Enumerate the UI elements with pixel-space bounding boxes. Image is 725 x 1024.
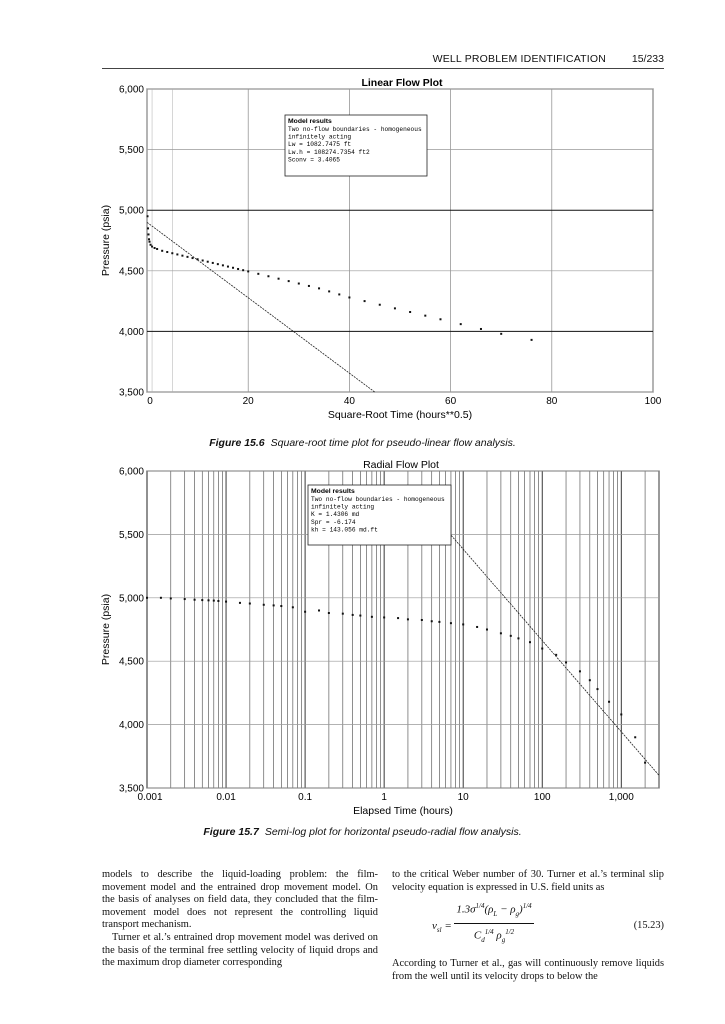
- data-point: [409, 311, 411, 313]
- data-point: [608, 701, 610, 703]
- data-point: [480, 328, 482, 330]
- data-point: [161, 250, 163, 252]
- model-results-line: Lw = 1082.7475 ft: [288, 141, 352, 149]
- equation-15-23: [392, 898, 664, 956]
- y-tick-label: 5,500: [118, 529, 144, 541]
- y-tick-label: 4,000: [118, 720, 144, 732]
- data-point: [280, 605, 282, 607]
- data-point: [147, 215, 149, 217]
- data-point: [217, 600, 219, 602]
- data-point: [207, 261, 209, 263]
- y-tick-label: 5,500: [118, 145, 144, 157]
- x-axis-label: Elapsed Time (hours): [353, 805, 453, 817]
- data-point: [148, 238, 150, 240]
- data-point: [450, 622, 452, 624]
- y-tick-label: 3,500: [118, 387, 144, 399]
- x-tick-label: 20: [242, 396, 254, 407]
- model-results-line: infinitely acting: [288, 133, 352, 141]
- equation-numerator: $1.3\sigma^{1/4}(\rho_L - \rho_g)^{1/4}$: [454, 900, 534, 923]
- data-point: [634, 736, 636, 738]
- equation-fraction: [454, 900, 534, 946]
- data-point: [589, 679, 591, 681]
- body-paragraph: models to describe the liquid-loading problem: the film-movement model and the entrained drop movement model. On the basis of analyses on field data, they concluded that the film-movement model does not represent the controlling liquid transport mechanism.: [102, 869, 378, 931]
- figure-15-6-label: Figure 15.6: [209, 437, 265, 449]
- data-point: [232, 267, 234, 269]
- data-point: [225, 601, 227, 603]
- data-point: [421, 619, 423, 621]
- data-point: [364, 300, 366, 302]
- model-results-line: Two no-flow boundaries - homogeneous: [288, 126, 422, 133]
- data-point: [438, 621, 440, 623]
- data-point: [338, 293, 340, 295]
- data-point: [383, 616, 385, 618]
- data-point: [359, 615, 361, 617]
- figure-15-7-label: Figure 15.7: [203, 826, 259, 838]
- data-point: [176, 253, 178, 255]
- data-point: [278, 278, 280, 280]
- data-point: [197, 258, 199, 260]
- data-point: [541, 648, 543, 650]
- y-tick-label: 4,500: [118, 656, 144, 668]
- data-point: [565, 661, 567, 663]
- data-point: [257, 273, 259, 275]
- y-tick-label: 5,000: [118, 205, 144, 217]
- model-results-heading: Model results: [288, 118, 332, 125]
- data-point: [644, 762, 646, 764]
- body-column-right: [392, 869, 664, 983]
- figure-15-7-text: Semi-log plot for horizontal pseudo-radial flow analysis.: [264, 826, 522, 838]
- data-point: [242, 269, 244, 271]
- data-point: [147, 227, 149, 229]
- data-point: [328, 612, 330, 614]
- data-point: [500, 333, 502, 335]
- data-point: [486, 629, 488, 631]
- figure-15-6-text: Square-root time plot for pseudo-linear flow analysis.: [270, 437, 516, 449]
- chart-title: Linear Flow Plot: [361, 77, 443, 89]
- data-point: [150, 244, 152, 246]
- y-tick-label: 4,500: [118, 266, 144, 278]
- data-point: [439, 318, 441, 320]
- data-point: [298, 283, 300, 285]
- model-results-line: Two no-flow boundaries - homogeneous: [311, 496, 445, 503]
- data-point: [154, 247, 156, 249]
- radial-flow-chart: [0, 455, 725, 815]
- y-tick-label: 3,500: [118, 783, 144, 795]
- figure-15-6-caption: [0, 437, 725, 449]
- page-number: 15/233: [631, 53, 664, 65]
- equation-lhs: $v_{sl}$ =: [432, 920, 452, 935]
- data-point: [555, 654, 557, 656]
- model-results-line: K = 1.4306 md: [311, 511, 360, 519]
- y-tick-label: 6,000: [118, 466, 144, 478]
- x-tick-label: 80: [546, 396, 558, 407]
- data-point: [263, 604, 265, 606]
- data-point: [476, 626, 478, 628]
- chart-title: Radial Flow Plot: [363, 459, 439, 471]
- data-point: [288, 280, 290, 282]
- x-tick-label: 0.001: [137, 792, 163, 803]
- data-point: [194, 599, 196, 601]
- data-point: [620, 713, 622, 715]
- data-point: [201, 599, 203, 601]
- body-column-left: [102, 869, 378, 970]
- y-tick-label: 5,000: [118, 593, 144, 605]
- data-point: [237, 268, 239, 270]
- data-point: [208, 599, 210, 601]
- data-point: [192, 257, 194, 259]
- body-paragraph: to the critical Weber number of 30. Turner et al.’s terminal slip velocity equation is expressed in U.S. field units as: [392, 869, 664, 893]
- x-axis-label: Square-Root Time (hours**0.5): [327, 409, 473, 421]
- data-point: [397, 617, 399, 619]
- figure-15-7-caption: [0, 826, 725, 838]
- data-point: [328, 290, 330, 292]
- data-point: [500, 632, 502, 634]
- data-point: [394, 307, 396, 309]
- data-point: [273, 604, 275, 606]
- model-results-line: kh = 143.056 md.ft: [311, 526, 378, 534]
- header-title: WELL PROBLEM IDENTIFICATION: [432, 53, 606, 65]
- model-results-heading: Model results: [311, 488, 355, 495]
- data-point: [222, 264, 224, 266]
- y-tick-label: 4,000: [118, 326, 144, 338]
- data-point: [424, 315, 426, 317]
- data-point: [407, 618, 409, 620]
- data-point: [304, 611, 306, 613]
- data-point: [149, 241, 151, 243]
- x-tick-label: 100: [533, 792, 551, 803]
- data-point: [318, 609, 320, 611]
- data-point: [146, 597, 148, 599]
- y-axis-label: Pressure (psia): [100, 593, 112, 666]
- data-point: [160, 597, 162, 599]
- data-point: [529, 641, 531, 643]
- data-point: [151, 246, 153, 248]
- data-point: [579, 670, 581, 672]
- linear-flow-chart: [0, 75, 725, 421]
- data-point: [148, 233, 150, 235]
- y-axis-label: Pressure (psia): [100, 204, 112, 277]
- y-tick-label: 6,000: [118, 84, 144, 96]
- data-point: [184, 598, 186, 600]
- data-point: [371, 616, 373, 618]
- data-point: [510, 635, 512, 637]
- data-point: [212, 262, 214, 264]
- data-point: [239, 602, 241, 604]
- data-point: [460, 323, 462, 325]
- body-paragraph: According to Turner et al., gas will continuously remove liquids from the well until its velocity drops to below the: [392, 958, 664, 982]
- x-tick-label: 0: [147, 396, 153, 407]
- x-tick-label: 40: [343, 396, 355, 407]
- data-point: [171, 252, 173, 254]
- data-point: [531, 339, 533, 341]
- model-results-line: Lw.h = 108274.7354 ft2: [288, 148, 370, 156]
- equation-number: (15.23): [633, 920, 664, 932]
- model-results-line: Spr = -6.174: [311, 518, 356, 526]
- data-point: [352, 614, 354, 616]
- model-results-line: Sconv = 3.4065: [288, 156, 340, 164]
- data-point: [156, 248, 158, 250]
- data-point: [462, 623, 464, 625]
- data-point: [181, 255, 183, 257]
- data-point: [213, 600, 215, 602]
- data-point: [379, 304, 381, 306]
- running-header: [102, 50, 664, 69]
- data-point: [186, 256, 188, 258]
- data-point: [247, 270, 249, 272]
- data-point: [267, 275, 269, 277]
- data-point: [431, 620, 433, 622]
- x-tick-label: 0.1: [298, 792, 313, 803]
- data-point: [292, 606, 294, 608]
- x-tick-label: 60: [445, 396, 457, 407]
- data-point: [249, 603, 251, 605]
- data-point: [318, 287, 320, 289]
- data-point: [217, 263, 219, 265]
- model-results-line: infinitely acting: [311, 503, 375, 511]
- x-tick-label: 0.01: [216, 792, 236, 803]
- data-point: [596, 688, 598, 690]
- x-tick-label: 10: [457, 792, 469, 803]
- data-point: [202, 259, 204, 261]
- body-paragraph: Turner et al.’s entrained drop movement model was derived on the basis of the terminal free settling velocity of liquid drops and the maximum drop diameter corresponding: [102, 931, 378, 969]
- data-point: [342, 613, 344, 615]
- x-tick-label: 100: [644, 396, 662, 407]
- data-point: [308, 285, 310, 287]
- x-tick-label: 1,000: [608, 792, 634, 803]
- data-point: [170, 597, 172, 599]
- data-point: [227, 266, 229, 268]
- x-tick-label: 1: [381, 792, 387, 803]
- data-point: [517, 637, 519, 639]
- equation-denominator: $C_d^{1/4}$ $\rho_g^{1/2}$: [473, 927, 515, 944]
- data-point: [166, 251, 168, 253]
- data-point: [348, 296, 350, 298]
